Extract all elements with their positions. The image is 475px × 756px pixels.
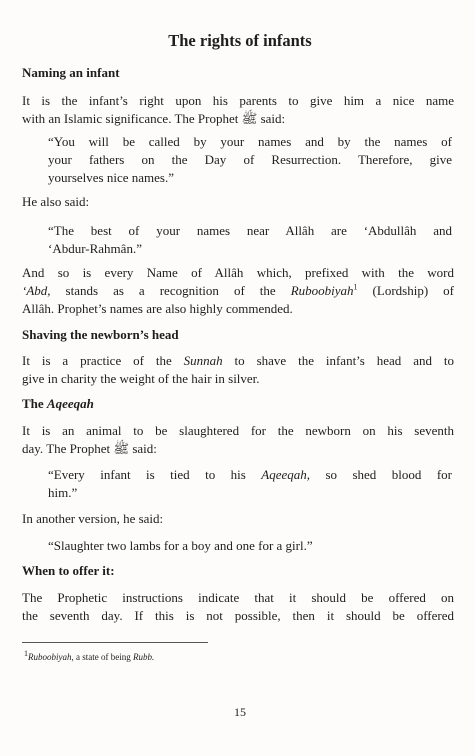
footnote-term: Ruboobiyah (28, 652, 72, 662)
text-line: The Prophetic instructions indicate that it should be offered on (22, 590, 454, 605)
text-another-version: In another version, he said: (22, 511, 164, 526)
text-line: “You will be called by your names and by the names of (48, 134, 452, 149)
text-segment: It is a practice of the (22, 353, 184, 368)
text-line: It is the infant’s right upon his parents to give him a nice name (22, 93, 454, 108)
text-line (22, 352, 454, 370)
text-line (22, 282, 454, 300)
paragraph-aqeeqah (22, 422, 454, 458)
footnote-marker: 1 (353, 282, 358, 292)
text-he-also-said: He also said: (22, 194, 90, 209)
text-line: Allâh. Prophet’s names are also highly commended. (22, 301, 293, 316)
footnote-term: Rubb. (132, 652, 155, 662)
text-line: yourselves nice names.” (48, 170, 174, 185)
text-line: him.” (48, 485, 78, 500)
text-segment: stands as a recognition of the (50, 283, 291, 298)
paragraph-names-of-allah (22, 264, 454, 318)
text-segment: The (22, 396, 47, 411)
footnote (24, 649, 155, 662)
term-ruboobiyah: Ruboobiyah (290, 283, 354, 298)
quote-names-day-of-resurrection (48, 133, 452, 187)
heading-the-aqeeqah (22, 396, 94, 412)
page-number: 15 (234, 705, 246, 719)
term-aqeeqah: Aqeeqah (46, 396, 94, 411)
text-line: give in charity the weight of the hair in silver. (22, 371, 260, 386)
text-line: the seventh day. If this is not possible, then it should be offered (22, 608, 454, 623)
heading-naming-an-infant: Naming an infant (22, 65, 120, 80)
text-line: with an Islamic significance. The Prophet ﷺ said: (22, 111, 286, 126)
text-line (48, 466, 452, 484)
footnote-text: , a state of being (71, 652, 133, 662)
text-segment: so shed blood for (310, 467, 452, 482)
text-line: your fathers on the Day of Resurrection. Therefore, give (48, 152, 452, 167)
footnote-number: 1 (24, 649, 28, 658)
paragraph-naming-right (22, 92, 454, 128)
footnote-divider (22, 642, 208, 643)
text-line: day. The Prophet ﷺ said: (22, 441, 157, 456)
term-abd: ‘Abd, (22, 283, 51, 298)
page-title: The rights of infants (168, 31, 312, 50)
quote-every-infant-tied (48, 466, 452, 502)
paragraph-shaving (22, 352, 454, 388)
text-segment: “Every infant is tied to his (48, 467, 262, 482)
quote-best-names (48, 222, 452, 258)
text-segment: to shave the infant’s head and to (222, 353, 454, 368)
heading-when-to-offer-it: When to offer it: (22, 563, 115, 578)
heading-shaving-newborns-head: Shaving the newborn’s head (22, 327, 179, 342)
term-aqeeqah: Aqeeqah, (261, 467, 311, 482)
paragraph-when-to-offer (22, 589, 454, 625)
text-line: ‘Abdur-Rahmân.” (48, 241, 142, 256)
term-sunnah: Sunnah (183, 353, 223, 368)
text-segment: (Lordship) of (357, 283, 455, 298)
text-line: “The best of your names near Allâh are ‘Abdullâh and (48, 223, 452, 238)
quote-slaughter-two-lambs: “Slaughter two lambs for a boy and one for a girl.” (48, 538, 313, 553)
text-line: And so is every Name of Allâh which, prefixed with the word (22, 265, 454, 280)
text-line: It is an animal to be slaughtered for the newborn on his seventh (22, 423, 454, 438)
